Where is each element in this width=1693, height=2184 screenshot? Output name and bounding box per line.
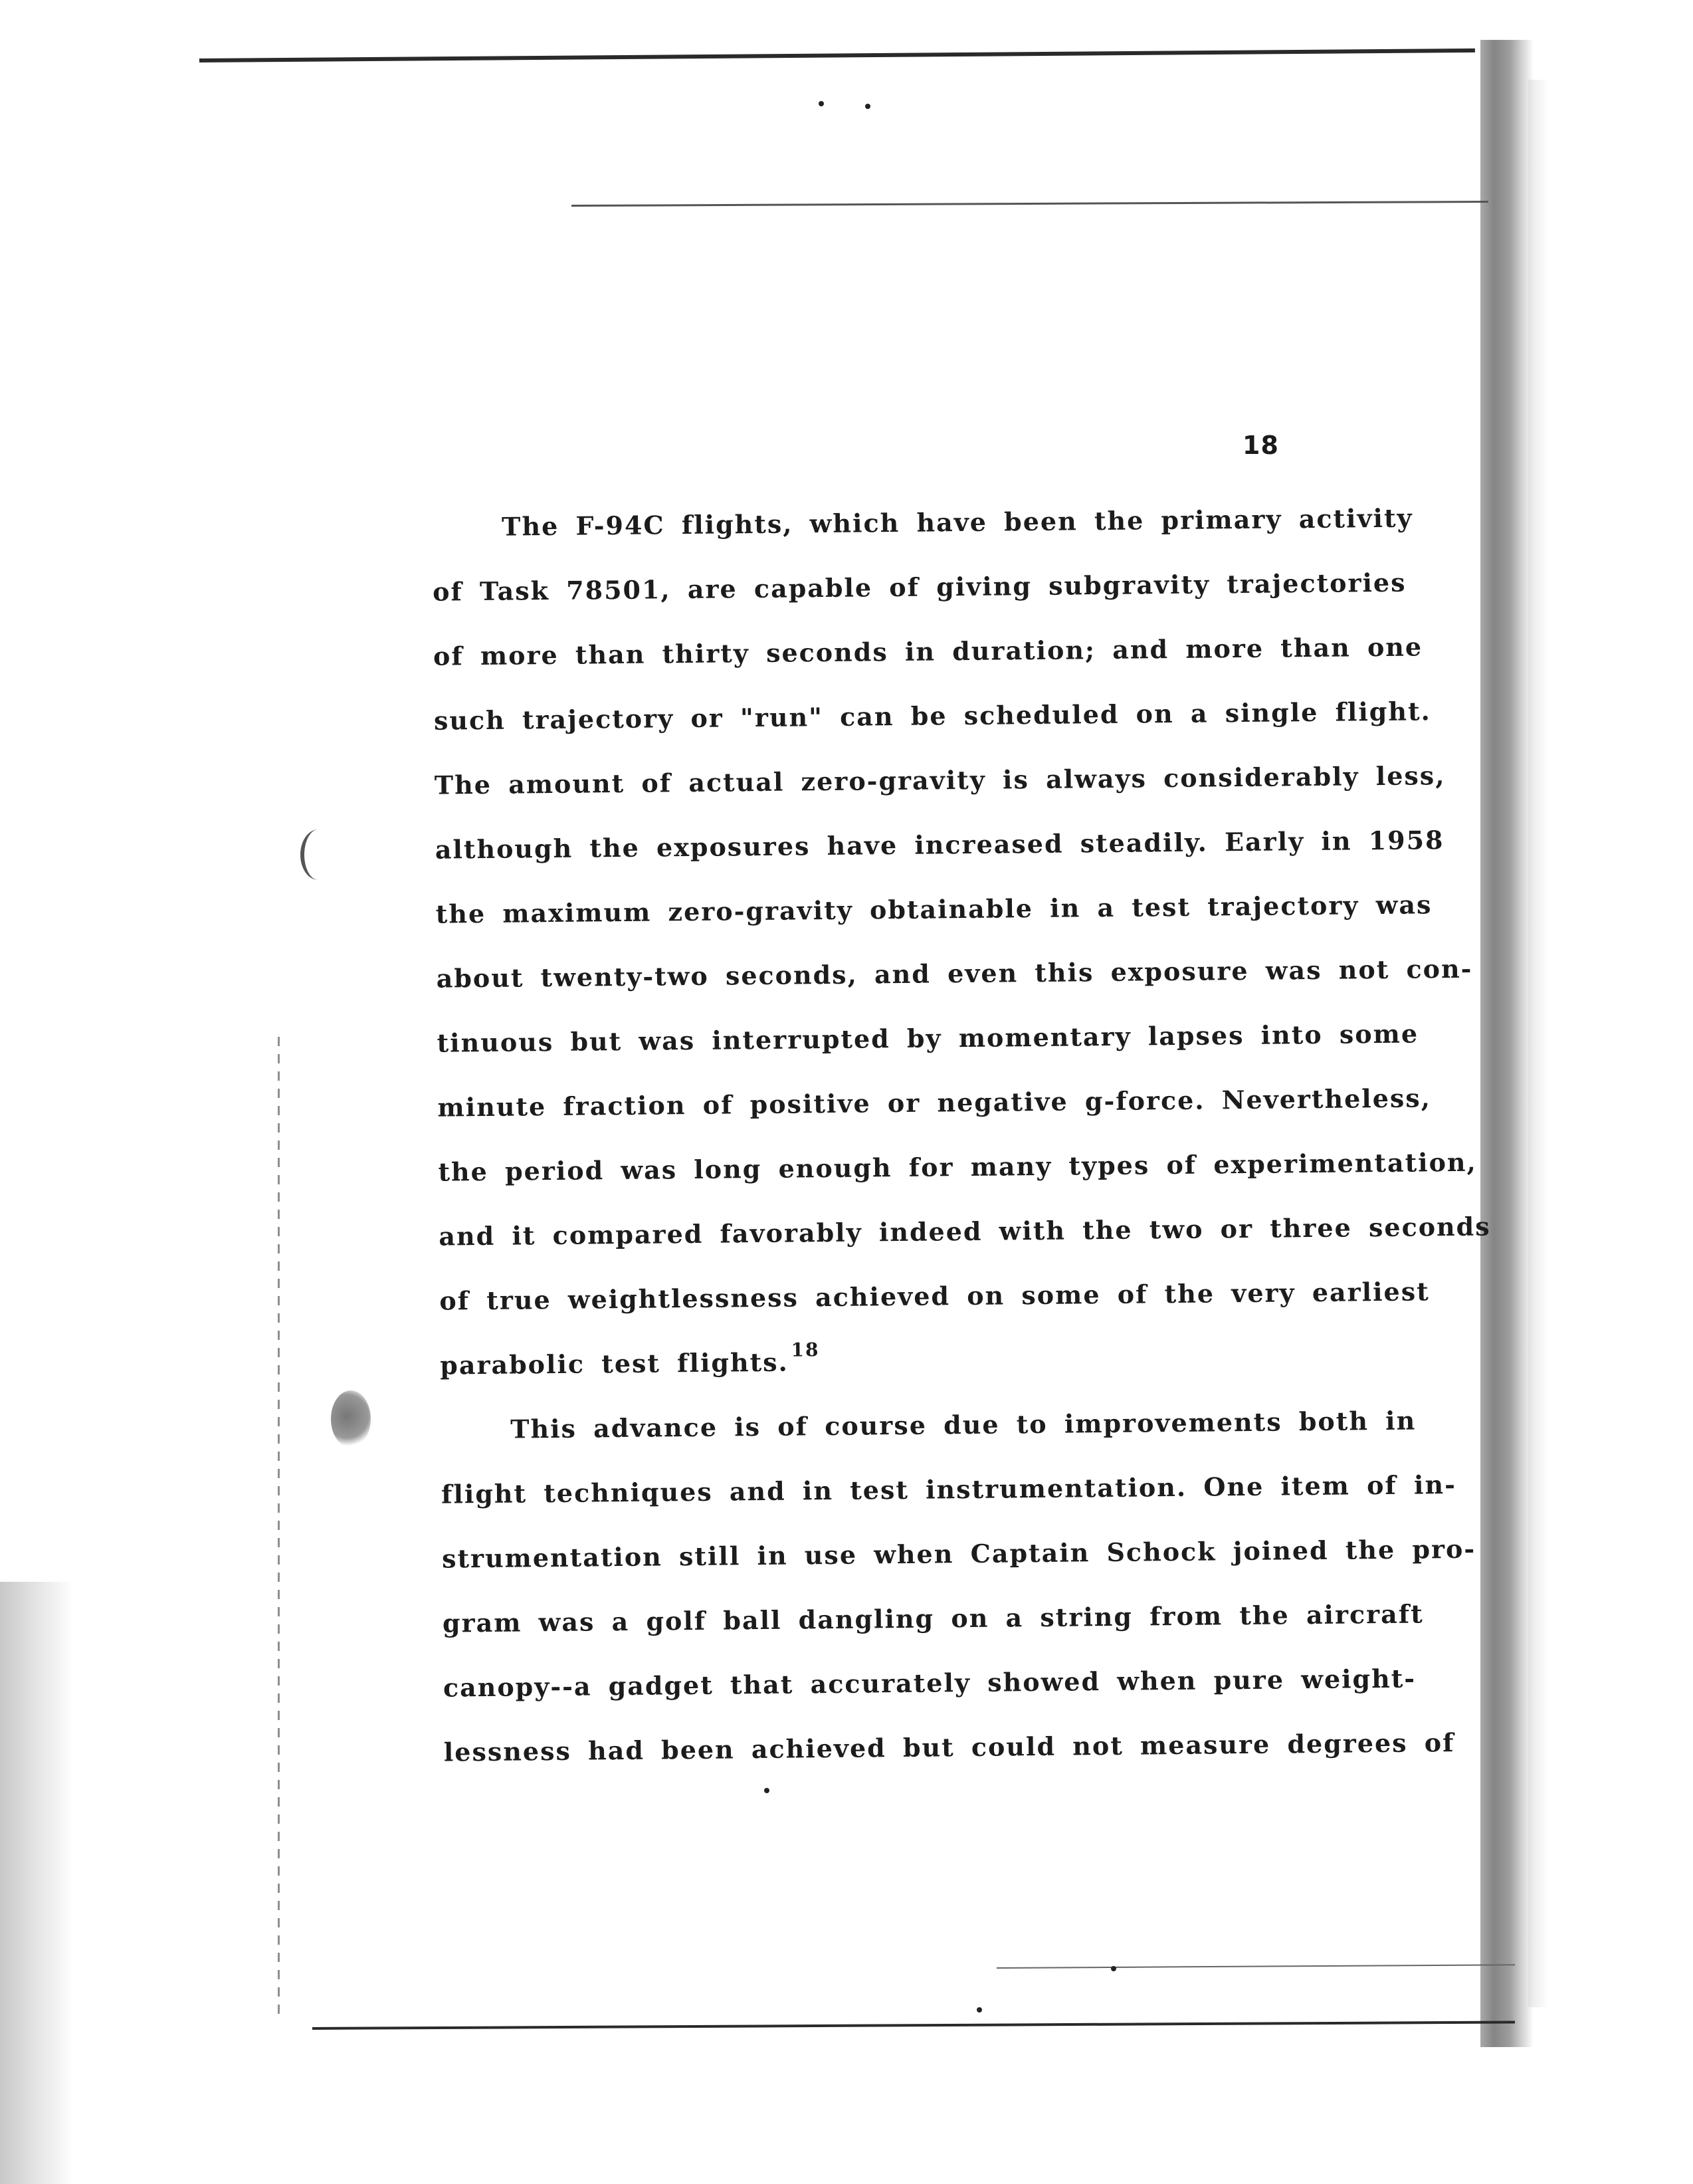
paragraph-1-line: The amount of actual zero-gravity is always considerably less, xyxy=(434,760,1446,800)
bottom-secondary-line xyxy=(997,1964,1515,1969)
scan-edge-fade xyxy=(1528,80,1548,2007)
document-body xyxy=(412,502,1491,1767)
paragraph-1-last-line xyxy=(440,1339,820,1380)
paragraph-2-line: flight techniques and in test instrumentation. One item of in- xyxy=(441,1469,1457,1509)
paragraph-2-line: gram was a golf ball dangling on a string from the aircraft xyxy=(442,1598,1424,1638)
punch-hole-mark xyxy=(300,829,336,880)
scan-speck xyxy=(819,101,824,106)
bottom-border-line xyxy=(312,2021,1515,2030)
paragraph-1-line: about twenty-two seconds, and even this exposure was not con- xyxy=(436,953,1473,994)
paragraph-1-line: The F-94C flights, which have been the primary activity xyxy=(501,502,1413,542)
paragraph-1-line: minute fraction of positive or negative g-force. Nevertheless, xyxy=(437,1083,1432,1123)
paragraph-1-line: such trajectory or "run" can be scheduled on a single flight. xyxy=(433,696,1431,736)
scan-smudge xyxy=(0,1582,73,2184)
paragraph-1-line: of more than thirty seconds in duration; and more than one xyxy=(433,631,1423,671)
footnote-reference: 18 xyxy=(791,1339,820,1361)
left-margin-line xyxy=(278,1037,280,2020)
paragraph-2-line: This advance is of course due to improvements both in xyxy=(510,1405,1417,1444)
paragraph-1-line: parabolic test flights. xyxy=(440,1347,789,1380)
scan-speck xyxy=(764,1788,769,1793)
page-number: 18 xyxy=(1243,431,1279,460)
paragraph-1-line: of true weightlessness achieved on some of the very earliest xyxy=(439,1276,1430,1316)
top-border-line xyxy=(199,49,1475,62)
paragraph-2-line: strumentation still in use when Captain Schock joined the pro- xyxy=(441,1533,1476,1574)
punch-hole xyxy=(331,1390,371,1448)
paragraph-1-line: the maximum zero-gravity obtainable in a test trajectory was xyxy=(435,889,1433,929)
scan-speck xyxy=(977,2007,982,2013)
paragraph-1-line: and it compared favorably indeed with the two or three seconds xyxy=(439,1211,1491,1252)
paragraph-1-line: of Task 78501, are capable of giving subgravity trajectories xyxy=(432,567,1407,607)
paragraph-2-line: lessness had been achieved but could not measure degrees of xyxy=(443,1727,1455,1767)
paragraph-1-line: although the exposures have increased steadily. Early in 1958 xyxy=(435,825,1444,865)
scan-speck xyxy=(1111,1966,1116,1971)
scan-edge-shadow xyxy=(1480,40,1534,2047)
paragraph-2-line: canopy--a gadget that accurately showed when pure weight- xyxy=(443,1663,1417,1703)
scan-speck xyxy=(865,104,870,109)
paragraph-1-line: the period was long enough for many types of experimentation, xyxy=(438,1147,1477,1187)
top-secondary-line xyxy=(571,201,1488,207)
paragraph-1-line: tinuous but was interrupted by momentary lapses into some xyxy=(437,1018,1419,1058)
